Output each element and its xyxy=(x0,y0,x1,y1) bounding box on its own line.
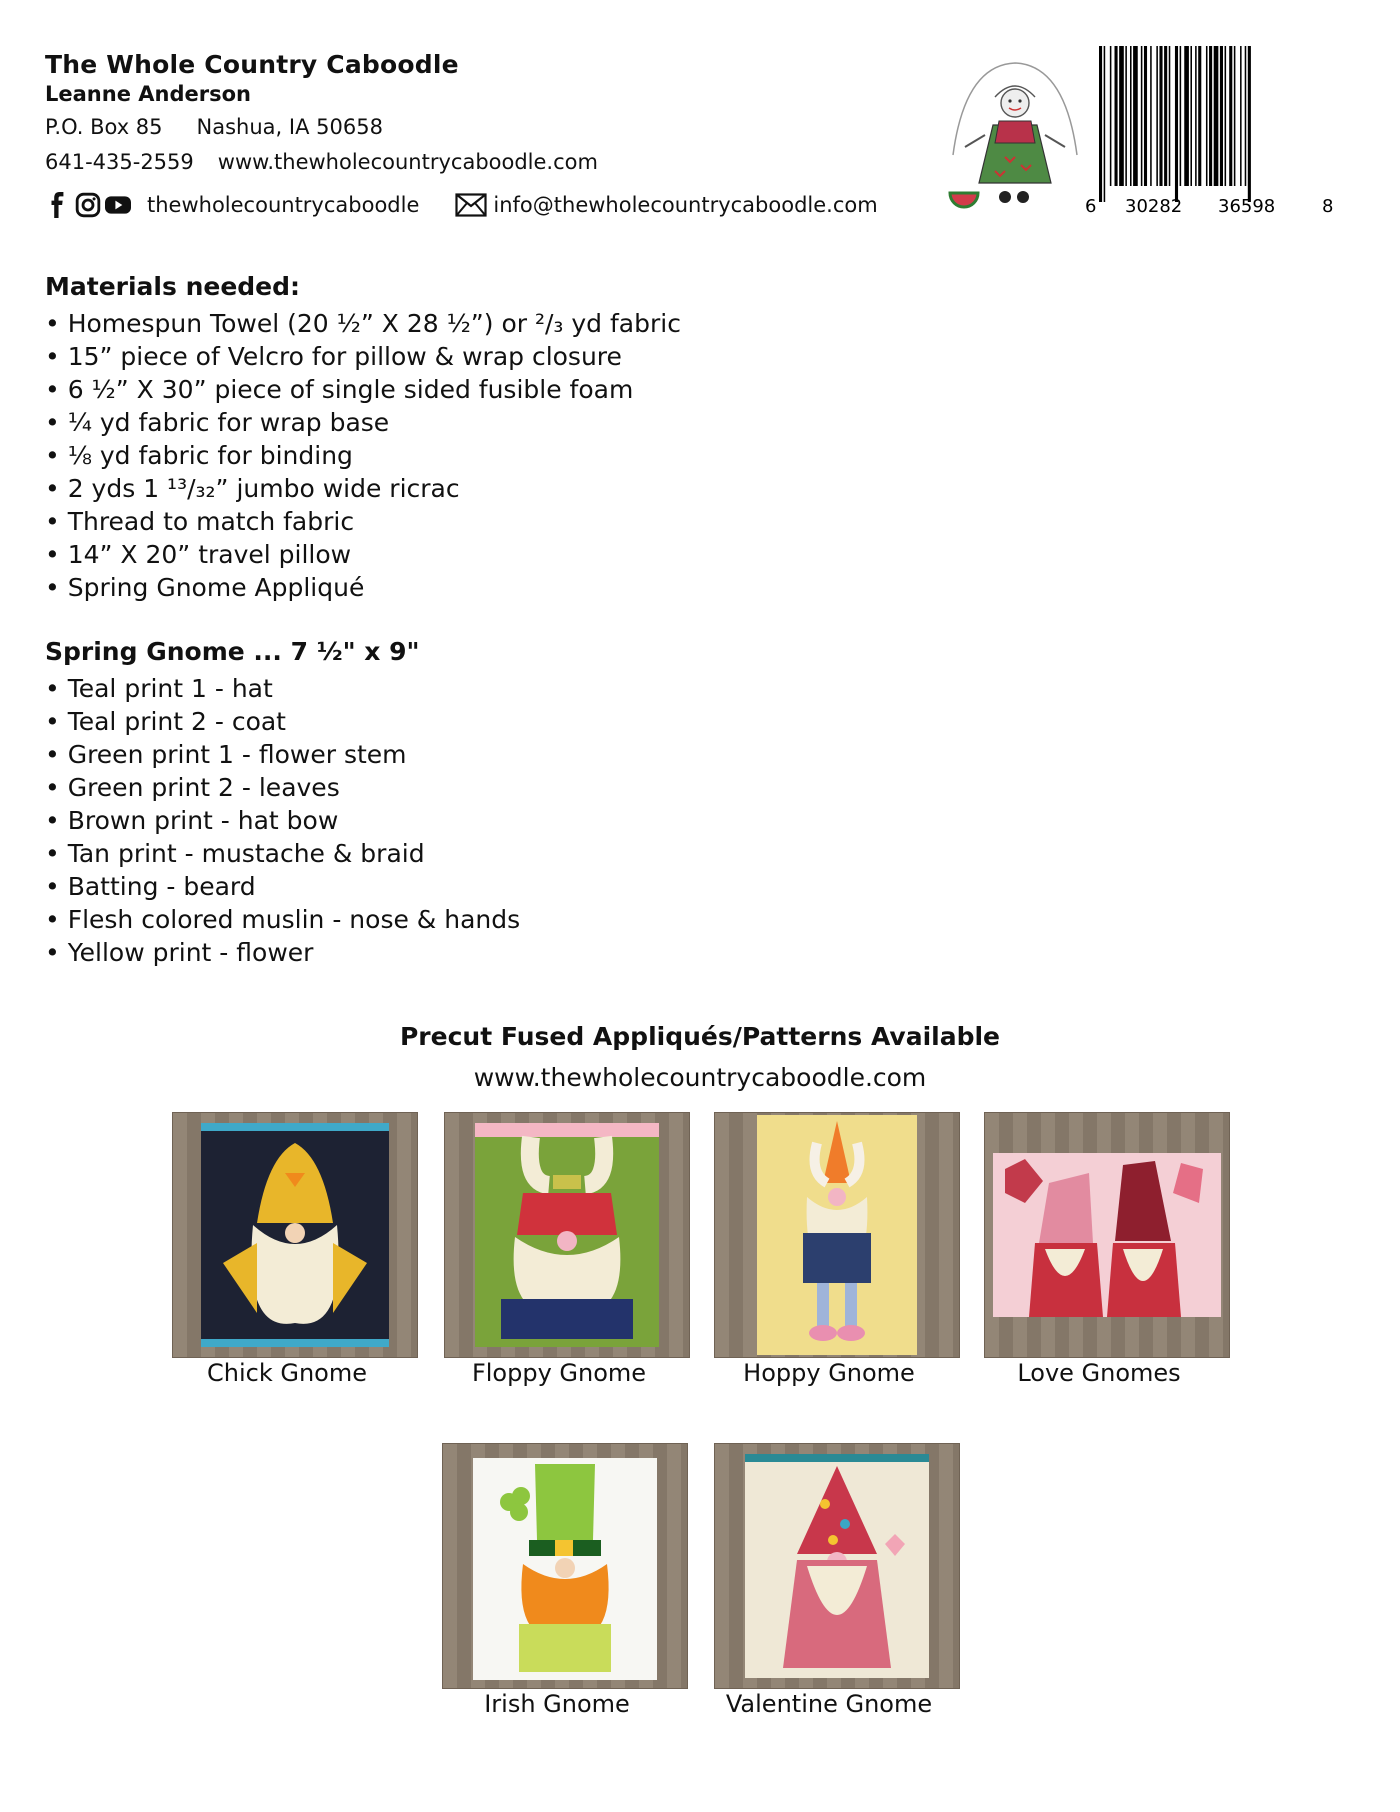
instagram-icon[interactable] xyxy=(75,192,101,218)
list-item: • Batting - beard xyxy=(45,870,520,903)
barcode-group-2: 36598 xyxy=(1218,196,1276,216)
list-item: • 14” X 20” travel pillow xyxy=(45,538,681,571)
precut-website-link[interactable]: www.thewholecountrycaboodle.com xyxy=(473,1063,927,1092)
barcode-bar xyxy=(1099,46,1102,202)
email-link[interactable]: info@thewholecountrycaboodle.com xyxy=(493,193,878,217)
barcode-bar xyxy=(1240,46,1242,186)
gnome-caption: Hoppy Gnome xyxy=(743,1359,915,1387)
barcode-bar xyxy=(1133,46,1138,186)
barcode-bar xyxy=(1214,46,1219,186)
hoppy-gnome-image xyxy=(714,1112,960,1358)
list-item: • Teal print 2 - coat xyxy=(45,705,520,738)
precut-title: Precut Fused Appliqués/Patterns Available xyxy=(399,1022,1001,1051)
barcode-bar xyxy=(1220,46,1223,186)
list-item: • Tan print - mustache & braid xyxy=(45,837,520,870)
barcode-bar xyxy=(1206,46,1208,186)
barcode-bar xyxy=(1164,46,1167,186)
barcode-bars xyxy=(1099,46,1251,202)
list-item: • Green print 2 - leaves xyxy=(45,771,520,804)
logo-doll xyxy=(950,86,1065,207)
barcode-bar xyxy=(1248,46,1251,202)
barcode-bar xyxy=(1110,46,1112,186)
barcode-bar xyxy=(1190,46,1192,186)
barcode-check-digit: 8 xyxy=(1322,196,1334,216)
barcode-bar xyxy=(1115,46,1118,186)
gnome-caption: Valentine Gnome xyxy=(725,1690,933,1718)
city: Nashua, IA 50658 xyxy=(196,115,383,139)
materials-list xyxy=(45,307,681,604)
barcode-bar xyxy=(1229,46,1232,186)
barcode-bar xyxy=(1195,46,1197,186)
company-name: The Whole Country Caboodle xyxy=(45,50,459,79)
spring-gnome-list xyxy=(45,672,520,969)
envelope-icon xyxy=(455,193,487,217)
barcode-bar xyxy=(1119,46,1124,186)
barcode xyxy=(1085,46,1335,216)
address-line xyxy=(45,115,383,139)
list-item: • Teal print 1 - hat xyxy=(45,672,520,705)
love-gnomes-image xyxy=(984,1112,1230,1358)
barcode-bar xyxy=(1141,46,1143,186)
barcode-bar xyxy=(1150,46,1152,186)
po-box: P.O. Box 85 xyxy=(45,115,163,139)
gnome-caption: Irish Gnome xyxy=(484,1690,630,1718)
youtube-icon[interactable] xyxy=(105,192,131,218)
irish-gnome-image xyxy=(442,1443,688,1689)
list-item: • Homespun Towel (20 ½” X 28 ½”) or ²/₃ yd fabric xyxy=(45,307,681,340)
website-link[interactable]: www.thewholecountrycaboodle.com xyxy=(217,150,598,174)
owner-name: Leanne Anderson xyxy=(45,82,251,106)
list-item: • Brown print - hat bow xyxy=(45,804,520,837)
gnome-caption: Chick Gnome xyxy=(207,1359,367,1387)
barcode-bar xyxy=(1159,46,1162,186)
social-handle[interactable]: thewholecountrycaboodle xyxy=(147,193,420,217)
chick-gnome-image xyxy=(172,1112,418,1358)
gnome-caption: Love Gnomes xyxy=(1017,1359,1181,1387)
facebook-icon[interactable] xyxy=(45,192,71,218)
barcode-bar xyxy=(1198,46,1201,186)
phone: 641-435-2559 xyxy=(45,150,194,174)
barcode-bar xyxy=(1104,46,1106,202)
barcode-group-1: 30282 xyxy=(1125,196,1183,216)
barcode-lead-digit: 6 xyxy=(1085,196,1097,216)
list-item: • 2 yds 1 ¹³/₃₂” jumbo wide ricrac xyxy=(45,472,681,505)
barcode-bar xyxy=(1169,46,1171,186)
list-item: • Yellow print - flower xyxy=(45,936,520,969)
list-item: • Spring Gnome Appliqué xyxy=(45,571,681,604)
valentine-gnome-image xyxy=(714,1443,960,1689)
list-item: • ⅛ yd fabric for binding xyxy=(45,439,681,472)
barcode-bar xyxy=(1130,46,1132,186)
barcode-bar xyxy=(1175,46,1178,202)
phone-web-line xyxy=(45,150,598,174)
barcode-bar xyxy=(1144,46,1147,186)
social-row xyxy=(45,190,878,220)
materials-title: Materials needed: xyxy=(45,272,301,301)
list-item: • 6 ½” X 30” piece of single sided fusible foam xyxy=(45,373,681,406)
list-item: • Flesh colored muslin - nose & hands xyxy=(45,903,520,936)
barcode-bar xyxy=(1125,46,1127,186)
list-item: • ¼ yd fabric for wrap base xyxy=(45,406,681,439)
caboodle-logo xyxy=(935,45,1095,215)
list-item: • Green print 1 - flower stem xyxy=(45,738,520,771)
floppy-gnome-image xyxy=(444,1112,690,1358)
barcode-bar xyxy=(1209,46,1212,186)
barcode-bar xyxy=(1156,46,1158,186)
barcode-bar xyxy=(1225,46,1227,186)
barcode-bar xyxy=(1245,46,1247,186)
barcode-bar xyxy=(1184,46,1189,186)
list-item: • 15” piece of Velcro for pillow & wrap closure xyxy=(45,340,681,373)
gnome-caption: Floppy Gnome xyxy=(471,1359,647,1387)
spring-gnome-title: Spring Gnome ... 7 ½" x 9" xyxy=(45,637,420,666)
email-group xyxy=(455,193,877,217)
barcode-bar xyxy=(1234,46,1236,186)
barcode-bar xyxy=(1180,46,1182,186)
list-item: • Thread to match fabric xyxy=(45,505,681,538)
